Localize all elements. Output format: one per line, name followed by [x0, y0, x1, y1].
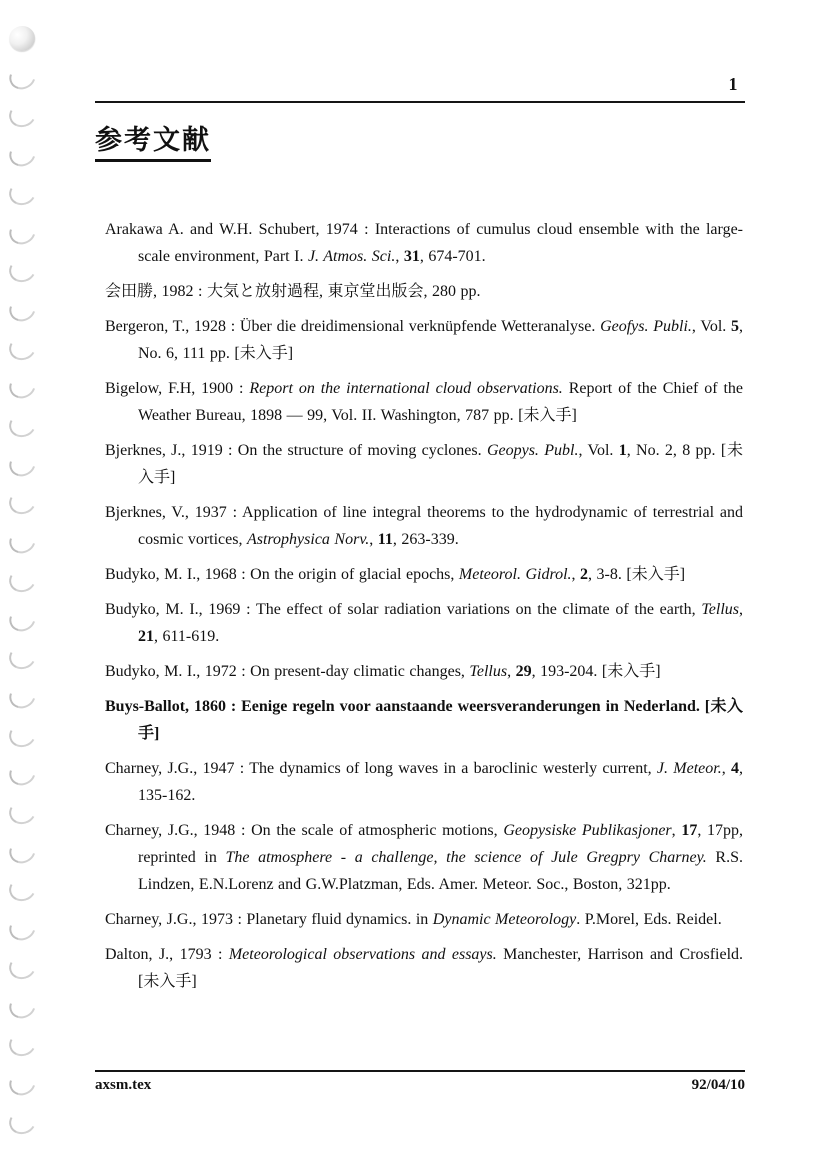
- reference-text-segment: 5: [731, 318, 739, 335]
- reference-text-segment: Budyko, M. I., 1969 : The effect of solar radiation variations on the climate of the earth,: [105, 601, 702, 618]
- reference-text-segment: , No. 2, 8 pp. [未入手]: [138, 442, 743, 486]
- reference-text-segment: 17: [681, 822, 698, 839]
- reference-entry: [105, 216, 743, 270]
- reference-text-segment: , Vol.: [691, 318, 731, 335]
- reference-text-segment: Meteorol. Gidrol.: [458, 566, 572, 583]
- reference-entry: [105, 596, 743, 650]
- reference-text-segment: Report on the international cloud observations.: [249, 380, 563, 397]
- reference-entry: [105, 561, 743, 588]
- binding-hole-mark: [5, 602, 40, 636]
- reference-text-segment: Budyko, M. I., 1972 : On present-day climatic changes,: [105, 663, 470, 680]
- binding-hole-mark: [5, 447, 40, 481]
- binding-hole-mark: [5, 524, 40, 558]
- reference-entry: [105, 658, 743, 685]
- reference-text-segment: Astrophysica Norv.: [246, 531, 370, 548]
- binding-hole-mark: [5, 292, 40, 326]
- reference-text-segment: 11: [377, 531, 393, 548]
- reference-text-segment: ,: [671, 822, 682, 839]
- reference-text-segment: Bigelow, F.H, 1900 :: [105, 380, 250, 397]
- reference-text-segment: 2: [580, 566, 589, 583]
- binding-hole-mark: [6, 951, 39, 982]
- binding-hole-mark: [5, 369, 40, 403]
- binding-hole-mark: [6, 564, 39, 595]
- reference-text-segment: Charney, J.G., 1948 : On the scale of atmospheric motions,: [105, 822, 504, 839]
- reference-text-segment: Bergeron, T., 1928 : Über die dreidimensional verknüpfende Wetteranalyse.: [105, 318, 601, 335]
- footer-rule: [95, 1070, 745, 1072]
- reference-text-segment: ,: [369, 531, 378, 548]
- reference-text-segment: Tellus: [469, 663, 508, 680]
- reference-text-segment: Budyko, M. I., 1968 : On the origin of glacial epochs,: [105, 566, 459, 583]
- reference-text-segment: The atmosphere - a challenge, the science of Jule Gregpry Charney.: [225, 849, 707, 866]
- reference-text-segment: 会田勝, 1982 : 大気と放射過程, 東京堂出版会, 280 pp.: [105, 283, 481, 300]
- reference-list: [105, 216, 743, 1003]
- reference-text-segment: , 263-339.: [392, 531, 459, 548]
- reference-text-segment: 29: [515, 663, 532, 680]
- reference-text-segment: J. Atmos. Sci.: [307, 248, 396, 265]
- reference-entry: [105, 499, 743, 553]
- binding-hole-mark: [6, 1106, 39, 1137]
- reference-text-segment: Charney, J.G., 1947 : The dynamics of long waves in a baroclinic westerly current,: [105, 760, 657, 777]
- binding-hole-mark: [5, 137, 40, 171]
- reference-text-segment: J. Meteor.: [656, 760, 722, 777]
- reference-text-segment: 1: [618, 442, 627, 459]
- reference-text-segment: Bjerknes, J., 1919 : On the structure of moving cyclones.: [105, 442, 487, 459]
- binding-hole-mark: [5, 756, 40, 790]
- reference-text-segment: , 674-701.: [419, 248, 486, 265]
- reference-text-segment: Manchester, Harrison and Crosfield. [未入手]: [138, 946, 744, 990]
- binding-hole-mark: [6, 100, 39, 131]
- reference-text-segment: , 193-204. [未入手]: [531, 663, 661, 680]
- reference-text-segment: . P.Morel, Eds. Reidel.: [576, 911, 722, 928]
- binding-hole-mark: [6, 332, 39, 363]
- reference-entry: [105, 313, 743, 367]
- reference-text-segment: 21: [138, 628, 154, 645]
- reference-entry: [105, 817, 743, 898]
- reference-text-segment: Dalton, J., 1793 :: [105, 946, 229, 963]
- reference-text-segment: Geofys. Publi.: [600, 318, 692, 335]
- reference-text-segment: 31: [403, 248, 420, 265]
- reference-text-segment: Geopys. Publ.: [486, 442, 579, 459]
- reference-text-segment: , 611-619.: [154, 628, 220, 645]
- reference-text-segment: Geopysiske Publikasjoner: [503, 822, 672, 839]
- reference-text-segment: Report of the Chief of the Weather Bureau, 1898 — 99, Vol. II. Washington, 787 pp. [未入手]: [138, 380, 744, 424]
- footer-filename: axsm.tex: [95, 1077, 152, 1093]
- reference-text-segment: Buys-Ballot, 1860 : Eenige regeln voor aanstaande weersveranderungen in Nederland. [未入手]: [105, 698, 743, 742]
- reference-text-segment: , 3-8. [未入手]: [588, 566, 686, 583]
- binding-hole-mark: [6, 177, 39, 208]
- reference-text-segment: ,: [507, 663, 516, 680]
- header-rule: [95, 101, 745, 103]
- binding-hole-mark: [6, 487, 39, 518]
- reference-text-segment: ,: [739, 601, 743, 618]
- reference-text-segment: Bjerknes, V., 1937 : Application of line integral theorems to the hydrodynamic of terrestrial and cosmic vortices,: [105, 504, 743, 548]
- page-number: 1: [728, 74, 738, 94]
- binding-hole-mark: [5, 989, 40, 1023]
- reference-text-segment: , No. 6, 111 pp. [未入手]: [138, 318, 743, 362]
- reference-entry: [105, 755, 743, 809]
- binding-hole-mark: [6, 796, 39, 827]
- reference-entry: [105, 437, 743, 491]
- binding-hole-mark: [6, 1029, 39, 1060]
- reference-entry: [105, 278, 743, 305]
- binding-hole-mark: [6, 642, 39, 673]
- reference-text-segment: Meteorological observations and essays.: [228, 946, 497, 963]
- section-heading: 参考文献: [95, 124, 211, 162]
- reference-text-segment: ,: [571, 566, 581, 583]
- reference-text-segment: , 135-162.: [138, 760, 744, 804]
- footer-date: 92/04/10: [691, 1077, 745, 1093]
- reference-entry: [105, 906, 743, 933]
- binding-hole-mark: [6, 23, 38, 55]
- reference-entry: [105, 693, 743, 747]
- reference-text-segment: ,: [395, 248, 404, 265]
- binding-hole-mark: [5, 911, 40, 945]
- reference-entry: [105, 375, 743, 429]
- binding-hole-mark: [6, 874, 39, 905]
- reference-text-segment: Tellus: [701, 601, 739, 618]
- page-footer: [95, 1077, 745, 1094]
- reference-text-segment: Arakawa A. and W.H. Schubert, 1974 : Interactions of cumulus cloud ensemble with the large-scale environment, Part I.: [105, 221, 743, 265]
- binding-hole-mark: [5, 834, 40, 868]
- reference-text-segment: Dynamic Meteorology: [432, 911, 577, 928]
- reference-text-segment: , Vol.: [578, 442, 619, 459]
- reference-text-segment: 4: [731, 760, 740, 777]
- reference-text-segment: ,: [721, 760, 732, 777]
- binding-hole-mark: [5, 60, 40, 94]
- binding-hole-mark: [5, 679, 40, 713]
- binding-hole-mark: [6, 255, 39, 286]
- binding-hole-mark: [5, 215, 40, 249]
- reference-text-segment: , 17pp, reprinted in: [138, 822, 744, 866]
- binding-hole-mark: [6, 409, 39, 440]
- binding-hole-mark: [5, 1066, 40, 1100]
- reference-text-segment: R.S. Lindzen, E.N.Lorenz and G.W.Platzman, Eds. Amer. Meteor. Soc., Boston, 321pp.: [138, 849, 744, 893]
- reference-entry: [105, 941, 743, 995]
- spiral-binding: [0, 0, 48, 1167]
- reference-text-segment: Charney, J.G., 1973 : Planetary fluid dynamics. in: [105, 911, 433, 928]
- binding-hole-mark: [6, 719, 39, 750]
